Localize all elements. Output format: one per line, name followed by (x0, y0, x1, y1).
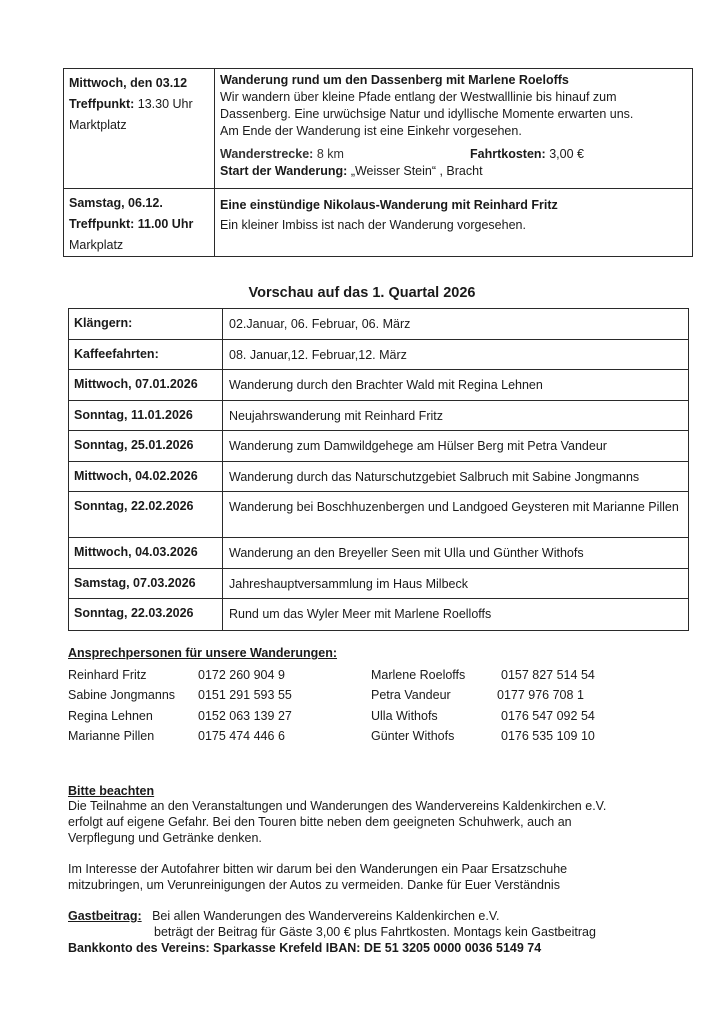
contacts-title: Ansprechpersonen für unsere Wanderungen: (68, 646, 338, 660)
meeting-point (69, 94, 209, 115)
contact-name: Regina Lehnen (68, 709, 153, 723)
guest-fee-line-2: beträgt der Beitrag für Gäste 3,00 € plus Fahrtkosten. Montags kein Gastbeitrag (154, 925, 596, 939)
row-label: Klängern: (69, 309, 223, 339)
bank-account: Bankkonto des Vereins: Sparkasse Krefeld IBAN: DE 51 3205 0000 0036 5149 74 (68, 941, 542, 955)
row-text: Neujahrswanderung mit Reinhard Fritz (229, 408, 443, 423)
cost-label: Fahrtkosten: (470, 147, 546, 161)
event-details (215, 189, 692, 256)
row-text: Rund um das Wyler Meer mit Marlene Roelloffs (229, 607, 492, 621)
contact-name: Günter Withofs (371, 729, 455, 743)
event-meta (64, 69, 215, 188)
distance (220, 146, 470, 163)
meeting-label: Treffpunkt: (69, 97, 135, 111)
event-desc-line: Dassenberg. Eine urwüchsige Natur und idyllische Momente erwarten uns. (220, 107, 634, 121)
event-desc: Ein kleiner Imbiss ist nach der Wanderung vorgesehen. (220, 218, 526, 232)
cost-value: 3,00 € (549, 147, 584, 161)
row-text: Jahreshauptversammlung im Haus Milbeck (229, 576, 468, 591)
table-row (69, 309, 688, 340)
contact-phone: 0172 260 904 9 (198, 668, 285, 682)
row-label: Sonntag, 11.01.2026 (69, 401, 223, 431)
event-facts (220, 146, 687, 163)
contact-name: Marlene Roeloffs (371, 668, 466, 682)
distance-label: Wanderstrecke: (220, 147, 314, 161)
row-text: Wanderung durch das Naturschutzgebiet Salbruch mit Sabine Jongmanns (229, 469, 640, 484)
table-row (69, 431, 688, 462)
december-events-table (63, 68, 693, 257)
event-desc-line: Wir wandern über kleine Pfade entlang der Westwalllinie bis hinauf zum (220, 90, 617, 104)
table-row (69, 492, 688, 538)
row-label: Kaffeefahrten: (69, 340, 223, 370)
row-text: Wanderung bei Boschhuzenbergen und Landgoed Geysteren mit Marianne Pillen (229, 500, 679, 514)
event-row (64, 69, 692, 189)
table-row (69, 340, 688, 371)
contact-name: Ulla Withofs (371, 709, 438, 723)
event-details (215, 69, 692, 188)
contact-name: Reinhard Fritz (68, 668, 147, 682)
event-day: Mittwoch, den 03.12 (69, 76, 188, 90)
contact-phone: 0175 474 446 6 (198, 729, 285, 743)
contact-name: Petra Vandeur (371, 688, 451, 702)
row-label: Mittwoch, 04.02.2026 (69, 462, 223, 492)
notes-paragraph-1 (68, 798, 606, 846)
meeting-point: Treffpunkt: 11.00 Uhr (69, 217, 194, 231)
contact-name: Marianne Pillen (68, 729, 155, 743)
table-row (69, 599, 688, 630)
contact-phone: 0151 291 593 55 (198, 688, 292, 702)
event-title: Wanderung rund um den Dassenberg mit Marlene Roeloffs (220, 73, 569, 87)
preview-table (68, 308, 689, 631)
table-row (69, 370, 688, 401)
notes-paragraph-2 (68, 861, 567, 893)
row-label: Sonntag, 22.02.2026 (69, 492, 223, 537)
start-point (220, 163, 687, 180)
contact-phone: 0157 827 514 54 (501, 668, 595, 682)
guest-fee (68, 908, 596, 956)
row-label: Sonntag, 22.03.2026 (69, 599, 223, 630)
row-label: Sonntag, 25.01.2026 (69, 431, 223, 461)
notes-line: mitzubringen, um Verunreinigungen der Autos zu vermeiden. Danke für Euer Verständnis (68, 878, 560, 892)
event-day: Samstag, 06.12. (69, 196, 163, 210)
row-text: 08. Januar,12. Februar,12. März (229, 347, 407, 362)
row-text: Wanderung an den Breyeller Seen mit Ulla und Günther Withofs (229, 546, 584, 560)
row-text: Wanderung durch den Brachter Wald mit Regina Lehnen (229, 378, 543, 392)
event-row (64, 189, 692, 256)
notes-title: Bitte beachten (68, 784, 155, 798)
table-row (69, 462, 688, 493)
meeting-place: Markplatz (69, 238, 124, 252)
guest-fee-label: Gastbeitrag: (68, 909, 142, 923)
preview-heading: Vorschau auf das 1. Quartal 2026 (248, 285, 476, 301)
row-text: 02.Januar, 06. Februar, 06. März (229, 317, 411, 331)
distance-value: 8 km (316, 147, 344, 161)
event-meta (64, 189, 215, 256)
contact-phone: 0177 976 708 1 (497, 688, 584, 702)
meeting-time: 13.30 Uhr (137, 97, 193, 111)
start-value: „Weisser Stein“ , Bracht (350, 164, 483, 178)
guest-fee-line-1: Bei allen Wanderungen des Wandervereins Kaldenkirchen e.V. (152, 909, 500, 923)
table-row (69, 538, 688, 569)
contact-phone: 0176 535 109 10 (501, 729, 595, 743)
notes-line: Im Interesse der Autofahrer bitten wir darum bei den Wanderungen ein Paar Ersatzschuhe (68, 862, 568, 876)
contact-phone: 0176 547 092 54 (501, 709, 595, 723)
table-row (69, 569, 688, 600)
event-title: Eine einstündige Nikolaus-Wanderung mit Reinhard Fritz (220, 198, 558, 212)
contact-name: Sabine Jongmanns (68, 688, 176, 702)
notes-line: Die Teilnahme an den Veranstaltungen und Wanderungen des Wandervereins Kaldenkirchen e.V. (68, 799, 607, 813)
start-label: Start der Wanderung: (220, 164, 348, 178)
row-label: Mittwoch, 04.03.2026 (69, 538, 223, 568)
event-desc-line: Am Ende der Wanderung ist eine Einkehr vorgesehen. (220, 124, 522, 138)
cost (470, 146, 584, 163)
row-label: Samstag, 07.03.2026 (69, 569, 223, 599)
table-row (69, 401, 688, 432)
contact-phone: 0152 063 139 27 (198, 709, 292, 723)
meeting-place: Marktplatz (69, 118, 127, 132)
notes-line: erfolgt auf eigene Gefahr. Bei den Touren bitte neben dem geeigneten Schuhwerk, auch an (68, 815, 572, 829)
row-text: Wanderung zum Damwildgehege am Hülser Berg mit Petra Vandeur (229, 439, 607, 453)
notes-line: Verpflegung und Getränke denken. (68, 831, 262, 845)
row-label: Mittwoch, 07.01.2026 (69, 370, 223, 400)
